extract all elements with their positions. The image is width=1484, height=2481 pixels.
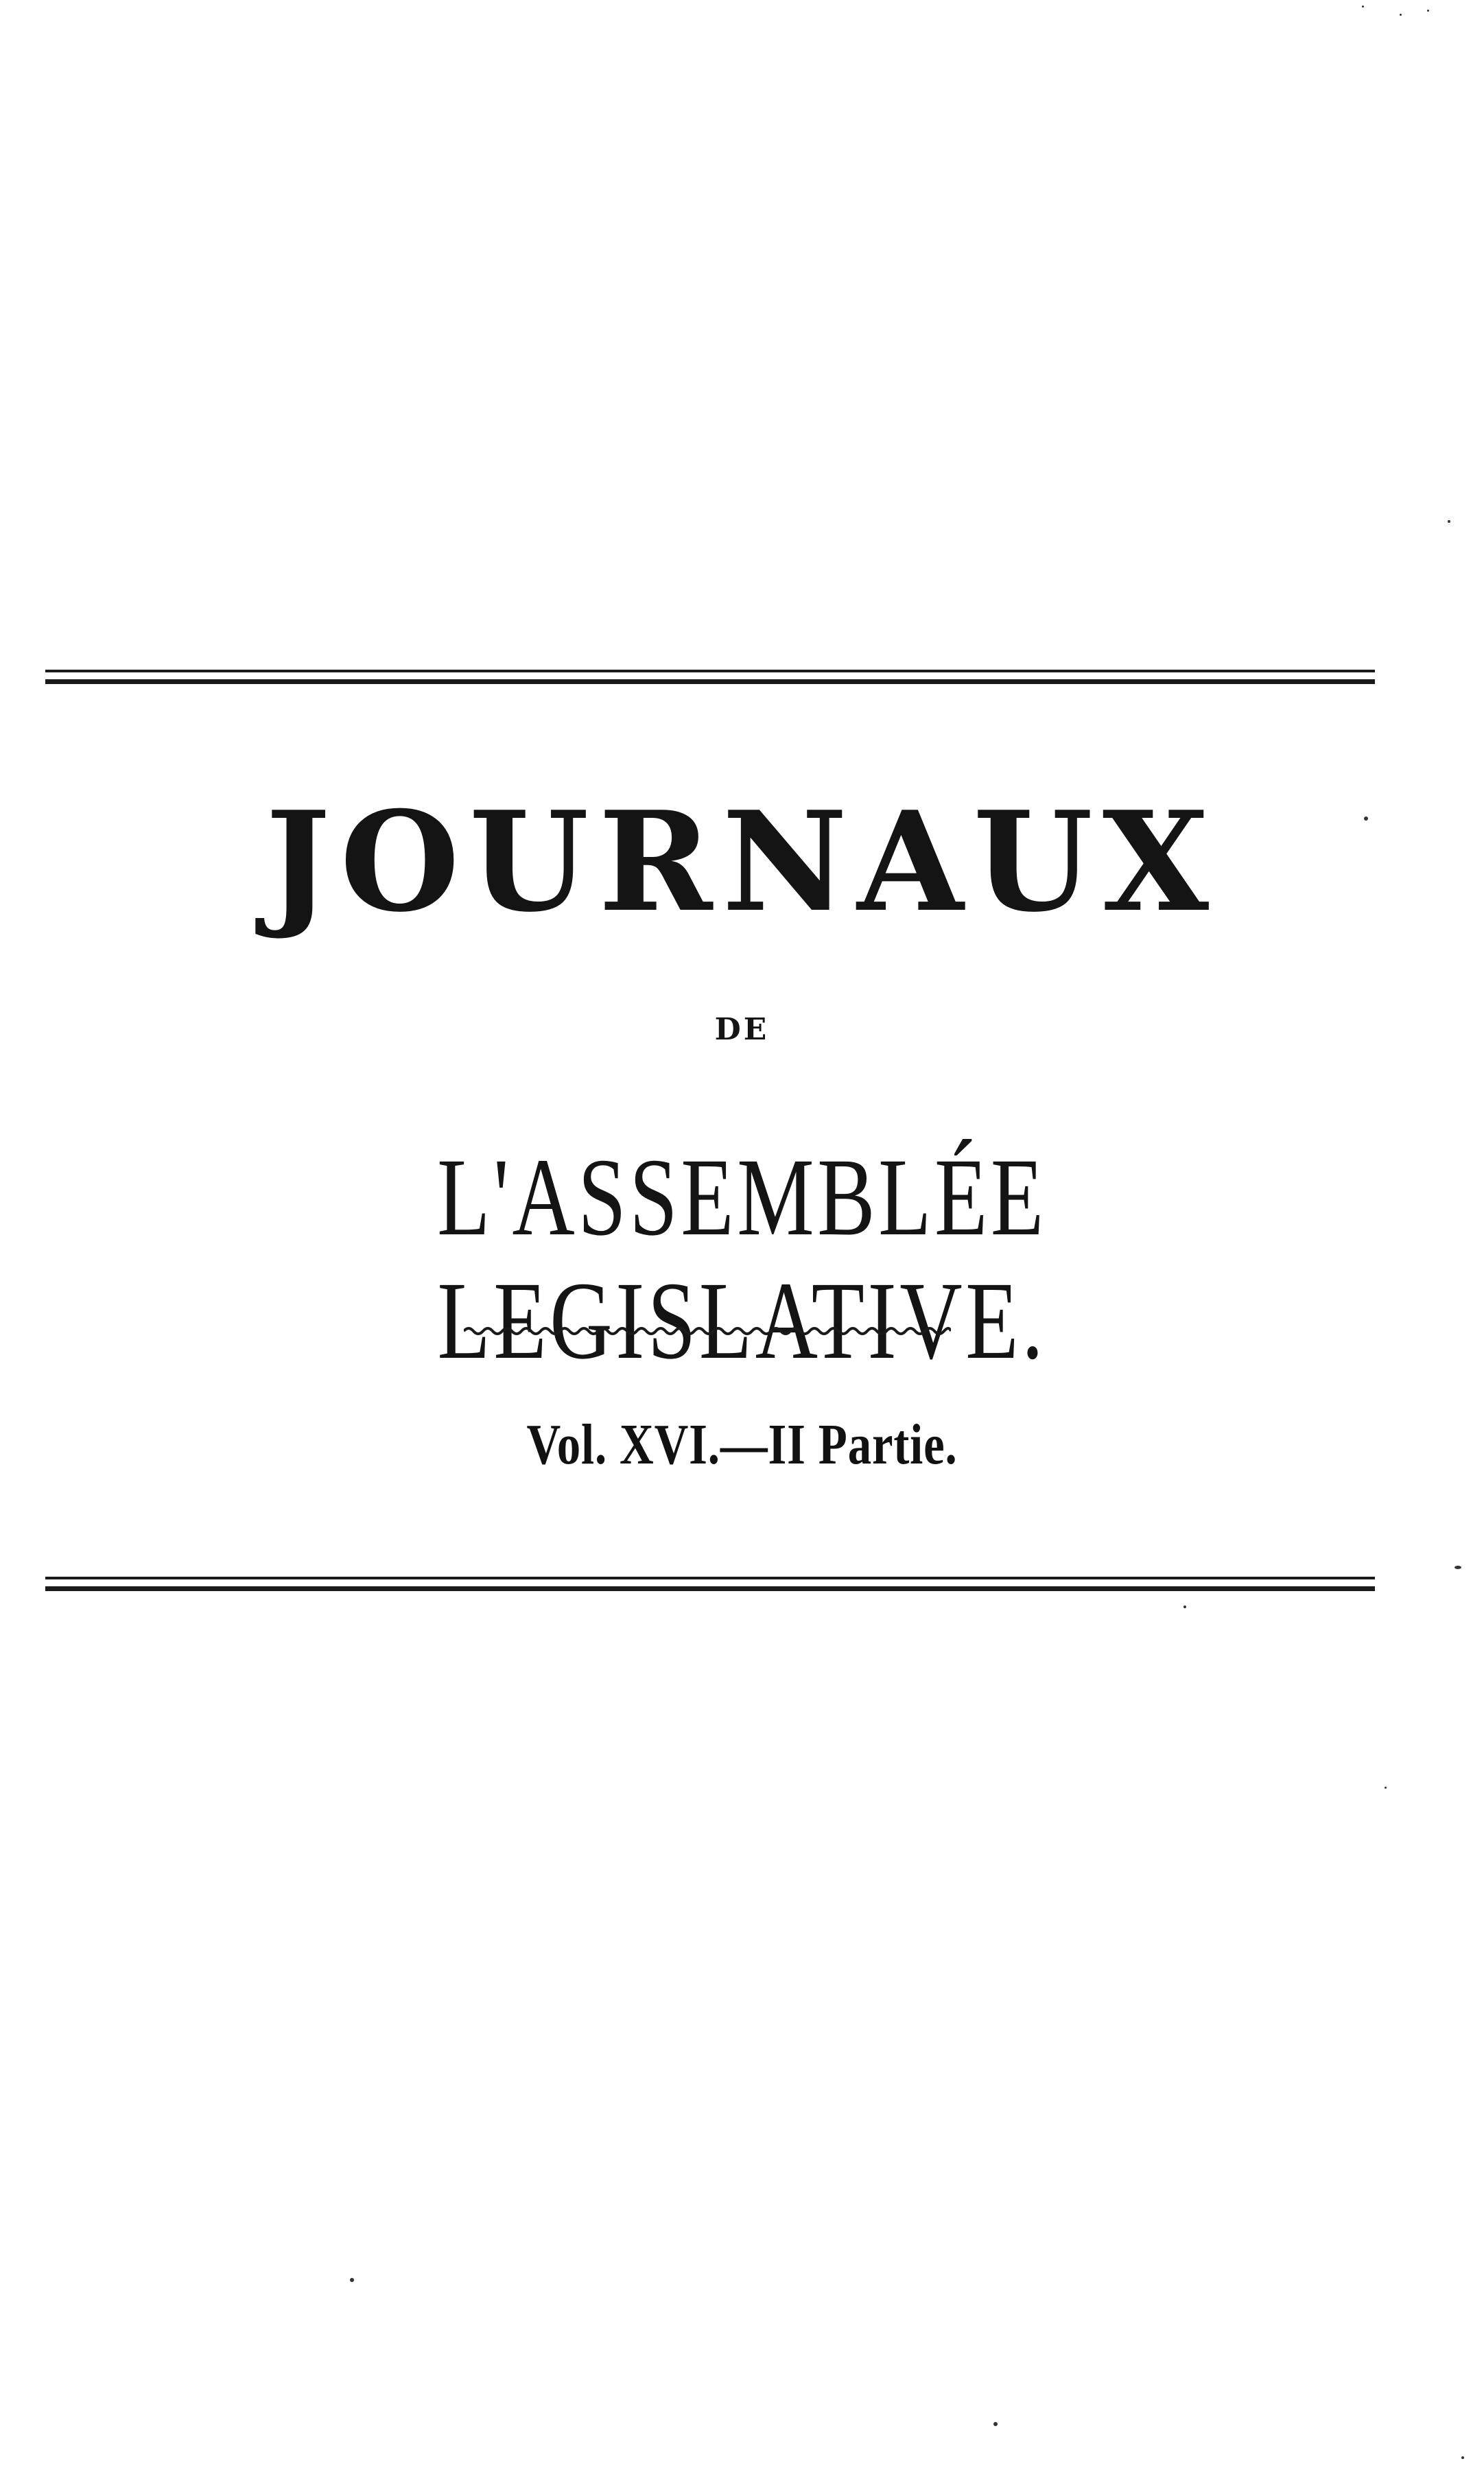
title-connector: DE — [714, 1012, 770, 1047]
ink-speck — [1461, 2456, 1464, 2459]
ink-speck — [1454, 1566, 1461, 1569]
volume-label: Vol. XVI.—II Partie. — [526, 1413, 958, 1477]
ink-speck — [1427, 10, 1429, 12]
ink-speck — [1183, 1606, 1186, 1608]
ink-speck — [1400, 14, 1402, 16]
assembly-title: L'ASSEMBLÉE LEGISLATIVE. — [437, 1136, 1047, 1383]
ink-speck — [1448, 520, 1450, 523]
ink-speck — [1364, 816, 1368, 821]
ink-speck — [993, 2422, 998, 2426]
ink-speck — [350, 2278, 354, 2282]
main-title: JOURNAUX — [265, 781, 1219, 943]
top-double-rule — [45, 670, 1375, 684]
bottom-double-rule — [45, 1577, 1375, 1591]
rule-line — [45, 679, 1375, 684]
ink-speck — [1385, 1787, 1387, 1789]
ink-speck — [1362, 5, 1364, 8]
wavy-ornament — [464, 1323, 951, 1339]
rule-line — [45, 1586, 1375, 1591]
